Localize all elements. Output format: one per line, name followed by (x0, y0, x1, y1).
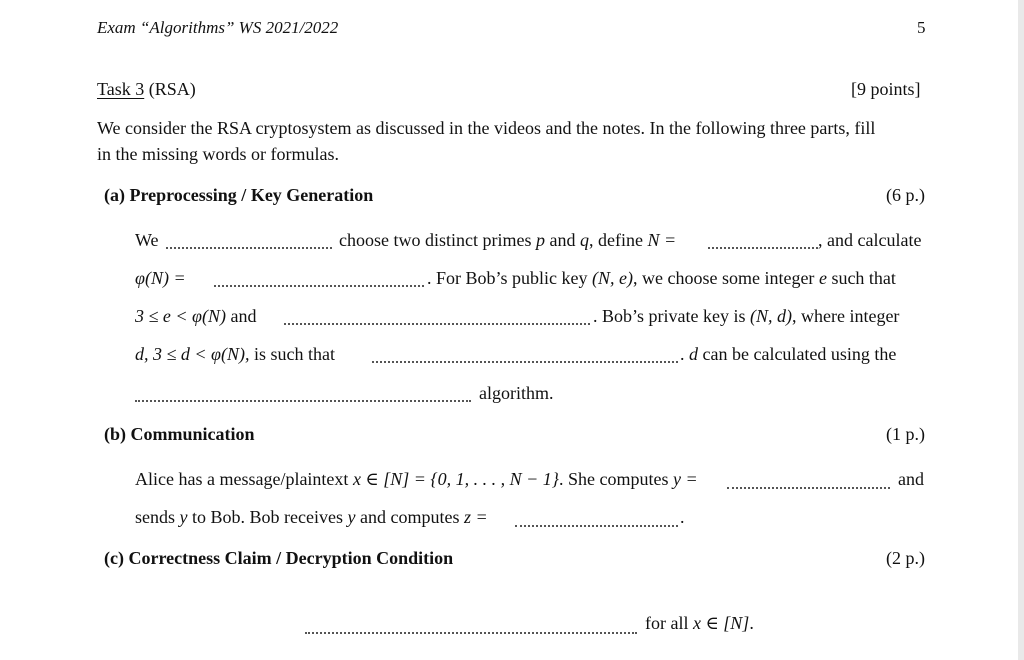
blank-b-y[interactable] (727, 487, 890, 489)
b-text-computes2: and computes (359, 507, 460, 527)
blank-a-cond[interactable] (284, 323, 590, 325)
a-text-where: , where integer (791, 306, 900, 326)
a-text-privkey: . Bob’s private key is (593, 306, 746, 326)
part-c-heading: (c) Correctness Claim / Decryption Condition (104, 548, 454, 568)
math-ineq-e: 3 ≤ e < φ(N) (135, 306, 226, 326)
a-line4-text (680, 344, 896, 365)
a-line2-text (427, 268, 896, 289)
c-line-text (645, 613, 754, 634)
var-e: e (818, 268, 827, 288)
b-text-sends: sends (135, 507, 175, 527)
b-text-tobob: to Bob. Bob receives (192, 507, 343, 527)
page-number: 5 (917, 18, 926, 37)
b-line1-text (135, 469, 698, 490)
a-line3-text (593, 306, 899, 327)
a-text-define: , define (588, 230, 643, 250)
a-text-and2: and (230, 306, 257, 326)
part-c-points: (2 p.) (886, 548, 925, 568)
a-line3-start (135, 306, 256, 327)
a-text-period: . (680, 344, 685, 364)
var-y: y (179, 507, 188, 527)
a-text-and: and (549, 230, 576, 250)
intro-line-2: in the missing words or formulas. (97, 144, 339, 164)
a-text-suchthat: is such that (253, 344, 335, 364)
task-label: Task 3 (97, 79, 145, 99)
a-line4-start (135, 344, 335, 365)
blank-a-algorithm[interactable] (135, 400, 471, 402)
b-line2-text (135, 507, 488, 528)
a-text-such: such that (831, 268, 896, 288)
math-Nd: (N, d) (749, 306, 792, 326)
var-q: q (579, 230, 589, 250)
blank-b-z[interactable] (515, 525, 678, 527)
math-d-ineq: d, 3 ≤ d < φ(N), (135, 344, 250, 364)
a-text-calc: , and calculate (818, 230, 922, 250)
b-text-and: and (898, 469, 924, 489)
task-title (97, 79, 196, 100)
var-p: p (535, 230, 545, 250)
c-text-forall: for all (645, 613, 689, 633)
part-a-heading: (a) Preprocessing / Key Generation (104, 185, 374, 205)
a-text-pubkey: . For Bob’s public key (427, 268, 588, 288)
b-text-computes: . She computes (558, 469, 669, 489)
var-d: d (689, 344, 698, 364)
page-edge (1018, 0, 1024, 660)
exam-header: Exam “Algorithms” WS 2021/2022 (97, 18, 339, 37)
a-text-choose: , we choose some integer (632, 268, 815, 288)
part-a-points: (6 p.) (886, 185, 925, 205)
var-y-2: y (347, 507, 356, 527)
math-x-in-N: x ∈ [N] (692, 613, 750, 633)
task-topic: (RSA) (144, 79, 196, 99)
a-line1-text (339, 230, 676, 251)
part-b-points: (1 p.) (886, 424, 925, 444)
task-points: [9 points] (851, 79, 921, 99)
a-text-primes: choose two distinct primes (339, 230, 532, 250)
b-text-period: . (680, 507, 685, 527)
math-set-N: x ∈ [N] = {0, 1, . . . , N − 1} (352, 469, 559, 489)
math-N-eq: N = (647, 230, 677, 250)
blank-a-d[interactable] (372, 361, 678, 363)
c-text-period: . (749, 613, 754, 633)
math-z-eq: z = (463, 507, 488, 527)
math-y-eq: y = (672, 469, 698, 489)
blank-a-phi[interactable] (214, 285, 424, 287)
blank-a1[interactable] (166, 247, 332, 249)
b-text-alice: Alice has a message/plaintext (135, 469, 349, 489)
blank-a-N[interactable] (708, 247, 818, 249)
a-text-we: We (135, 230, 159, 250)
intro-line-1: We consider the RSA cryptosystem as discussed in the videos and the notes. In the following three parts, fill (97, 118, 876, 138)
math-phi-eq: φ(N) = (135, 268, 186, 288)
math-Ne: (N, e) (592, 268, 633, 288)
a-text-using: can be calculated using the (702, 344, 897, 364)
blank-c-claim[interactable] (305, 632, 637, 634)
part-b-heading: (b) Communication (104, 424, 255, 444)
a-text-algorithm: algorithm. (479, 383, 554, 403)
